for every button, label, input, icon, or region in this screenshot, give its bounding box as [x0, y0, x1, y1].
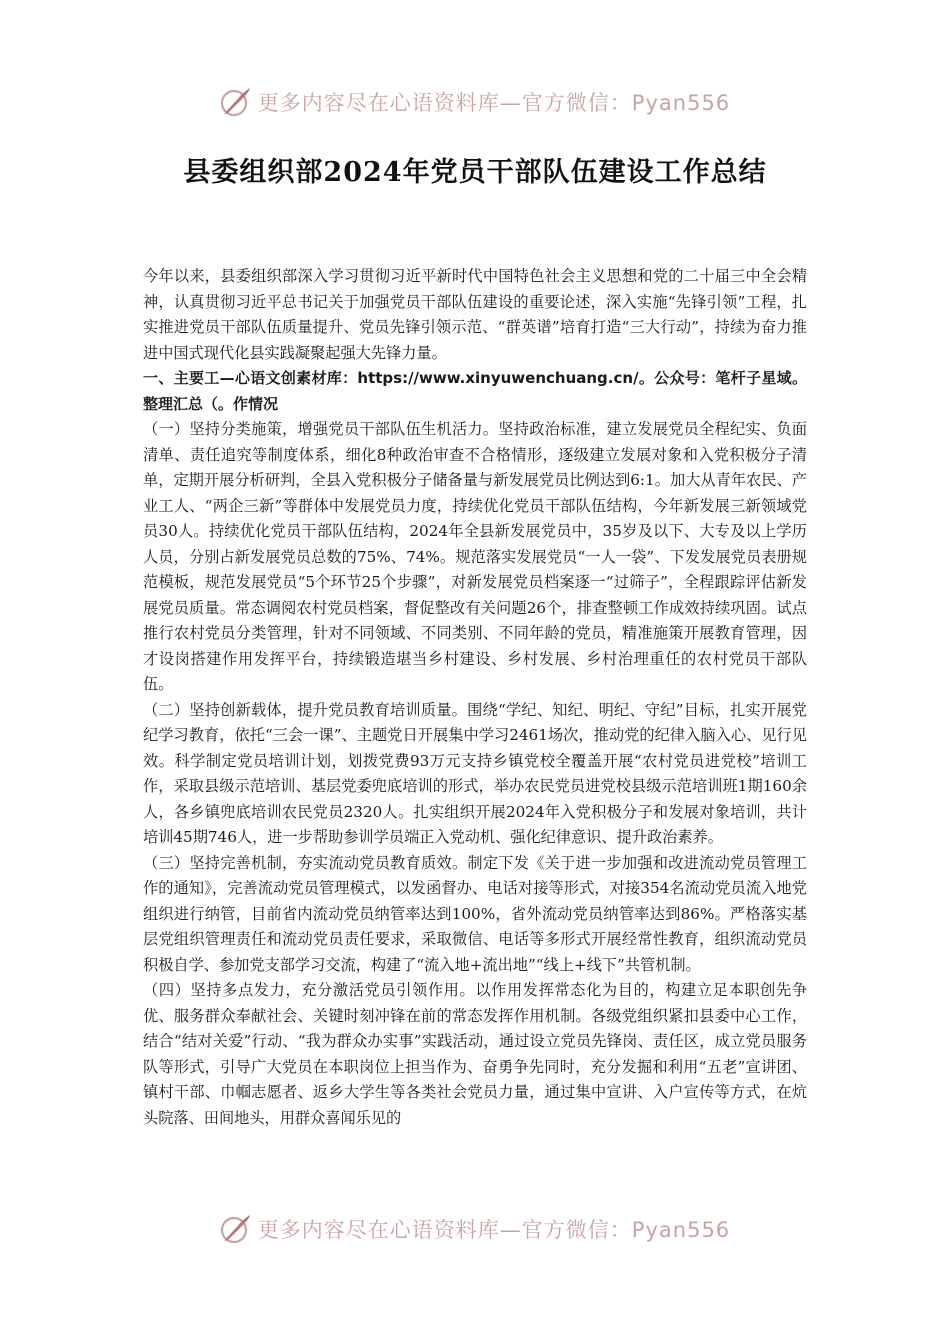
watermark-text: 更多内容尽在心语资料库—官方微信：Pyan556: [257, 1218, 731, 1242]
paragraph-1: （一）坚持分类施策，增强党员干部队伍生机活力。坚持政治标准，建立发展党员全程纪实、负面清单、责任追究等制度体系，细化8种政治审查不合格情形，逐级建立发展对象和入党积极分子清单，定期开展分析研判，全县入党积极分子储备量与新发展党员比例达到6:1。加大从青年农民、产业工人、“两企三新”等群体中发展党员力度，持续优化党员干部队伍结构，今年新发展三新领域党员30人。持续优化党员干部队伍结构，2024年全县新发展党员中，35岁及以下、大专及以上学历人员，分别占新发展党员总数的75%、74%。规范落实发展党员“一人一袋”、下发发展党员表册规范模板，规范发展党员“5个环节25个步骤”，对新发展党员档案逐一“过筛子”，全程跟踪评估新发展党员质量。常态调阅农村党员档案，督促整改有关问题26个，排查整顿工作成效持续巩固。试点推行农村党员分类管理，针对不同领域、不同类别、不同年龄的党员，精准施策开展教育管理，因才设岗搭建作用发挥平台，持续锻造堪当乡村建设、乡村发展、乡村治理重任的农村党员干部队伍。: [143, 420, 807, 693]
paragraph-4: （四）坚持多点发力，充分激活党员引领作用。以作用发挥常态化为目的，构建立足本职创先争优、服务群众奉献社会、关键时刻冲锋在前的常态发挥作用机制。各级党组织紧扣县委中心工作，结合“结对关爱”行动、“我为群众办实事”实践活动，通过设立党员先锋岗、责任区，成立党员服务队等形式，引导广大党员在本职岗位上担当作为、奋勇争先同时，充分发掘和利用“五老”宣讲团、镇村干部、巾帼志愿者、返乡大学生等各类社会党员力量，通过集中宣讲、入户宣传等方式，在炕头院落、田间地头，用群众喜闻乐见的: [143, 981, 807, 1127]
watermark-text: 更多内容尽在心语资料库—官方微信：Pyan556: [257, 91, 731, 115]
document-body: [143, 264, 807, 1131]
watermark-banner-bottom: [0, 1209, 950, 1249]
quill-logo-icon: [220, 1213, 252, 1245]
paragraph-3: （三）坚持完善机制，夯实流动党员教育质效。制定下发《关于进一步加强和改进流动党员管理工作的通知》，完善流动党员管理模式，以发函督办、电话对接等形式，对接354名流动党员流入地党组织进行纳管，目前省内流动党员纳管率达到100%，省外流动党员纳管率达到86%。严格落实基层党组织管理责任和流动党员责任要求，采取微信、电话等多形式开展经常性教育，组织流动党员积极自学、参加党支部学习交流，构建了“流入地+流出地”“线上+线下”共管机制。: [143, 853, 807, 974]
watermark-banner-top: [0, 82, 950, 122]
intro-paragraph: 今年以来，县委组织部深入学习贯彻习近平新时代中国特色社会主义思想和党的二十届三中全会精神，认真贯彻习近平总书记关于加强党员干部队伍建设的重要论述，深入实施“先锋引领”工程，扎实推进党员干部队伍质量提升、党员先锋引领示范、“群英谱”培育打造“三大行动”，持续为奋力推进中国式现代化县实践凝聚起强大先锋力量。: [143, 267, 807, 362]
paragraph-2: （二）坚持创新载体，提升党员教育培训质量。围绕“学纪、知纪、明纪、守纪”目标，扎实开展党纪学习教育，依托“三会一课”、主题党日开展集中学习2461场次，推动党的纪律入脑入心、见行见效。科学制定党员培训计划，划拨党费93万元支持乡镇党校全覆盖开展“农村党员进党校”培训工作，采取县级示范培训、基层党委兜底培训的形式，举办农民党员进党校县级示范培训班1期160余人，各乡镇兜底培训农民党员2320人。扎实组织开展2024年入党积极分子和发展对象培训，共计培训45期746人，进一步帮助参训学员端正入党动机、强化纪律意识、提升政治素养。: [143, 700, 807, 846]
document-title: 县委组织部2024年党员干部队伍建设工作总结: [183, 157, 767, 188]
quill-logo-icon: [220, 86, 252, 118]
section-heading-1: 一、主要工—心语文创素材库：https://www.xinyuwenchuang.cn/。公众号：笔杆子星域。整理汇总（。作情况: [143, 369, 807, 413]
